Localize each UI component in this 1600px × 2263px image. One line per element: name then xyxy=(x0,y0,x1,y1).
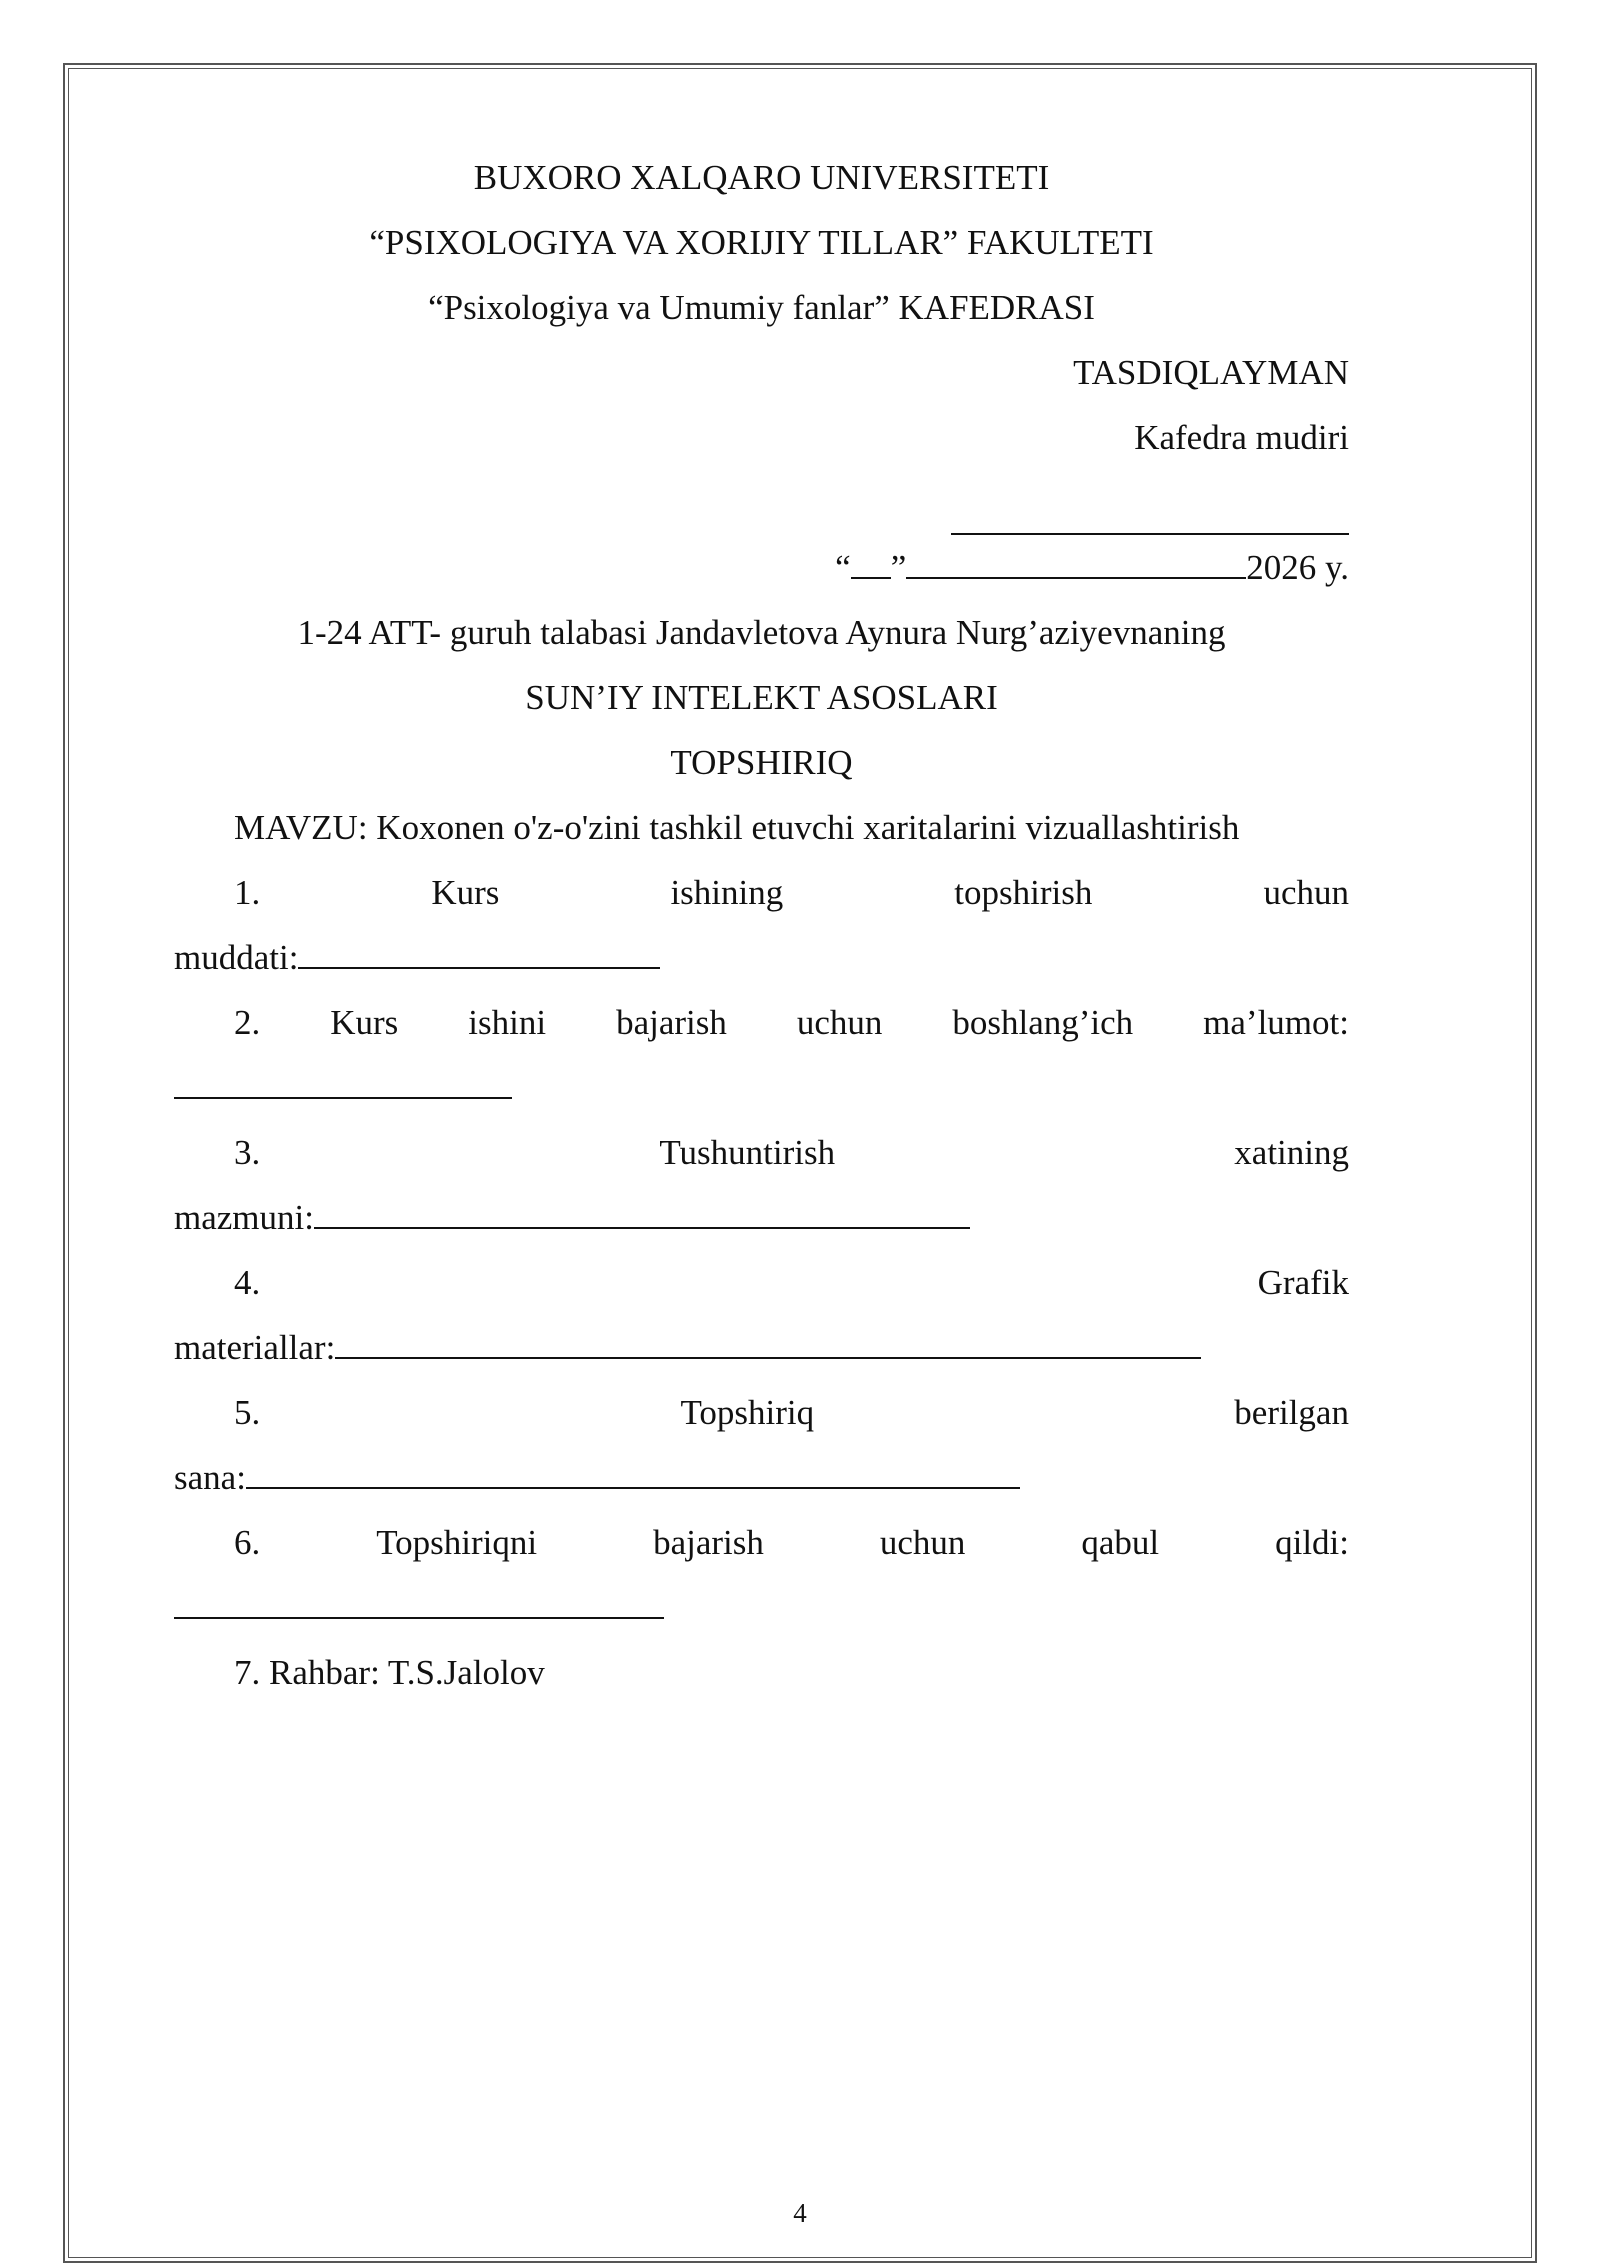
approval-role: Kafedra mudiri xyxy=(1134,418,1349,457)
subject-title: SUN’IY INTELEKT ASOSLARI xyxy=(525,678,998,717)
item-3-label: mazmuni: xyxy=(174,1198,314,1237)
document-body xyxy=(174,145,1349,1705)
item-1-label: muddati: xyxy=(174,938,299,977)
item-2-word: 2. xyxy=(234,1003,261,1042)
department-name: “Psixologiya va Umumiy fanlar” KAFEDRASI xyxy=(428,288,1095,327)
item-4-line xyxy=(174,1250,1349,1315)
item-3-word: 3. xyxy=(234,1133,261,1172)
signature-blank[interactable] xyxy=(951,503,1349,535)
item-1-blank[interactable] xyxy=(298,937,660,969)
student-line: 1-24 ATT- guruh talabasi Jandavletova Aynura Nurg’aziyevnaning xyxy=(297,613,1226,652)
item-2-blank[interactable] xyxy=(174,1067,512,1099)
item-6-tail xyxy=(174,1575,1349,1640)
item-4-tail xyxy=(174,1315,1349,1380)
approval-title: TASDIQLAYMAN xyxy=(1073,353,1349,392)
item-6-line xyxy=(174,1510,1349,1575)
item-2-word: uchun xyxy=(796,1003,883,1042)
item-2-word: Kurs xyxy=(330,1003,399,1042)
item-5-label: sana: xyxy=(174,1458,246,1497)
item-6-word: qabul xyxy=(1081,1523,1160,1562)
item-2-word: bajarish xyxy=(616,1003,727,1042)
item-1-word: ishining xyxy=(670,873,784,912)
approval-year: 2026 y. xyxy=(1246,548,1349,587)
item-6-word: 6. xyxy=(234,1523,261,1562)
item-6-word: uchun xyxy=(879,1523,966,1562)
day-blank[interactable] xyxy=(851,547,891,579)
item-5-tail xyxy=(174,1445,1349,1510)
item-4-word: 4. xyxy=(234,1263,261,1302)
topic-line: MAVZU: Koxonen o'z-o'zini tashkil etuvchi xaritalarini vizuallashtirish xyxy=(234,808,1240,847)
item-2-word: ma’lumot: xyxy=(1203,1003,1349,1042)
date-open-quote: “ xyxy=(835,548,851,587)
item-6-word: qildi: xyxy=(1275,1523,1349,1562)
item-1-tail xyxy=(174,925,1349,990)
item-5-blank[interactable] xyxy=(246,1457,1020,1489)
item-1-line xyxy=(174,860,1349,925)
item-3-line xyxy=(174,1120,1349,1185)
month-blank[interactable] xyxy=(906,547,1246,579)
item-6-word: bajarish xyxy=(653,1523,764,1562)
item-1-word: topshirish xyxy=(954,873,1093,912)
item-5-word: 5. xyxy=(234,1393,261,1432)
item-7-supervisor: 7. Rahbar: T.S.Jalolov xyxy=(234,1653,545,1692)
item-2-tail xyxy=(174,1055,1349,1120)
item-3-tail xyxy=(174,1185,1349,1250)
item-6-blank[interactable] xyxy=(174,1587,664,1619)
signature-line-row xyxy=(174,470,1349,535)
item-5-line xyxy=(174,1380,1349,1445)
item-3-blank[interactable] xyxy=(314,1197,970,1229)
document-title: TOPSHIRIQ xyxy=(670,743,853,782)
item-6-word: Topshiriqni xyxy=(376,1523,538,1562)
item-5-word: berilgan xyxy=(1234,1393,1349,1432)
page-number: 4 xyxy=(793,2198,807,2228)
item-3-word: Tushuntirish xyxy=(659,1133,836,1172)
university-name: BUXORO XALQARO UNIVERSITETI xyxy=(473,158,1050,197)
faculty-name: “PSIXOLOGIYA VA XORIJIY TILLAR” FAKULTETI xyxy=(369,223,1154,262)
item-2-word: ishini xyxy=(468,1003,547,1042)
item-4-blank[interactable] xyxy=(335,1327,1201,1359)
date-close-quote: ” xyxy=(890,548,907,587)
item-2-word: boshlang’ich xyxy=(952,1003,1134,1042)
item-3-word: xatining xyxy=(1234,1133,1349,1172)
item-1-word: Kurs xyxy=(431,873,500,912)
item-5-word: Topshiriq xyxy=(680,1393,815,1432)
item-1-word: 1. xyxy=(234,873,261,912)
item-4-label: materiallar: xyxy=(174,1328,336,1367)
item-1-word: uchun xyxy=(1263,873,1349,912)
approval-date xyxy=(174,535,1349,600)
item-4-word: Grafik xyxy=(1257,1263,1349,1302)
item-2-line xyxy=(174,990,1349,1055)
